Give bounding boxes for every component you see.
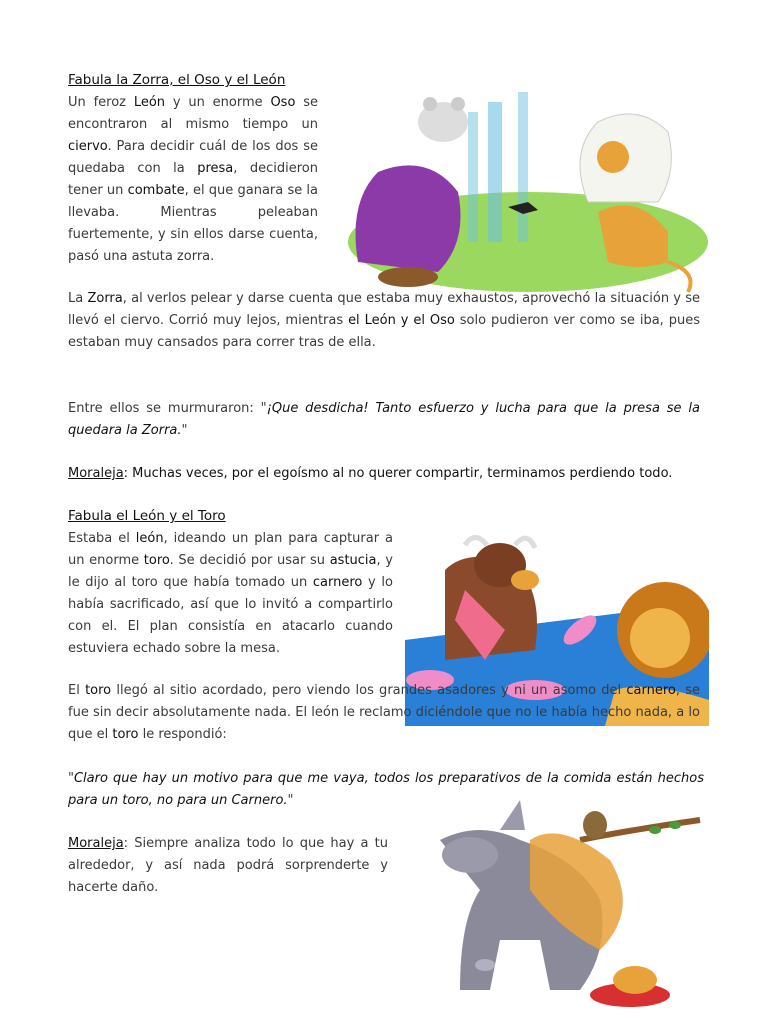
keyword: el León y el Oso: [348, 313, 455, 328]
text: , ideando un plan para capturar a un enorme: [68, 531, 393, 568]
text: ": [181, 423, 188, 438]
keyword: toro: [112, 727, 139, 742]
fable2-moral: [68, 833, 388, 899]
keyword: Zorra: [87, 291, 123, 306]
fable1-paragraph-3: [68, 398, 700, 442]
keyword: león: [135, 531, 164, 546]
text: , y le dijo al toro que había tomado un: [68, 553, 394, 590]
moral-text: : Siempre analiza todo lo que hay a tu alrededor, y así nada podrá sorprenderte y hacerte daño.: [68, 836, 388, 895]
bear-lion-svg: [338, 92, 710, 300]
text: y lo había sacrificado, así que lo invitó a compartirlo con el. El plan consistía en atacarlo cuando estuviera echado sobre la mesa.: [68, 575, 393, 656]
donkey-lion-illustration: [400, 800, 705, 1018]
keyword: toro: [85, 683, 112, 698]
fable2-paragraph-2: [68, 680, 700, 746]
text: Entre ellos se murmuraron: ": [68, 401, 267, 416]
fable2-title: Fabula el León y el Toro: [68, 508, 226, 524]
quote: ¡Que desdicha! Tanto esfuerzo y lucha para que la presa se la quedara la Zorra.: [68, 401, 701, 438]
text: se encontraron al mismo tiempo un: [68, 95, 319, 132]
fable1-paragraph-2: [68, 288, 700, 354]
moral-label: Moraleja: [68, 836, 124, 851]
text: le respondió:: [138, 727, 227, 742]
keyword: carnero: [312, 575, 363, 590]
text: , al verlos pelear y darse cuenta que estaba muy exhaustos, aprovechó la situación y se llevó el ciervo. Corrió muy lejos, mientras: [68, 291, 700, 328]
keyword: Oso: [270, 95, 296, 110]
moral-label: Moraleja: [68, 466, 124, 481]
text: y un enorme: [165, 95, 271, 110]
quote: Claro que hay un motivo para que me vaya, todos los preparativos de la comida están hechos para un toro, no para un Carnero.: [68, 771, 704, 808]
keyword: carnero: [626, 683, 676, 698]
text: , se fue sin decir absolutamente nada. El león le reclamo diciéndole que no le había hecho nada, a lo que el: [68, 683, 701, 742]
text: , el que ganara se la llevaba. Mientras peleaban fuertemente, y sin ellos darse cuenta, pasó una astuta zorra.: [68, 183, 319, 264]
keyword: toro: [143, 553, 170, 568]
bear-lion-illustration: [338, 92, 710, 300]
keyword: astucia: [329, 553, 377, 568]
text: llegó al sitio acordado, pero viendo los grandes asadores y ni un asomo del: [111, 683, 627, 698]
fable1-title: Fabula la Zorra, el Oso y el León: [68, 72, 286, 88]
text: . Para decidir cuál de los dos se quedaba con la: [68, 139, 318, 176]
moral-text: : Muchas veces, por el egoísmo al no querer compartir, terminamos perdiendo todo.: [123, 466, 673, 481]
fable1-moral: [68, 463, 708, 485]
donkey-lion-svg: [400, 800, 705, 1018]
keyword: ciervo: [68, 139, 108, 154]
keyword: combate: [127, 183, 185, 198]
text: ": [287, 793, 294, 808]
text: Estaba el: [68, 531, 136, 546]
text: La: [68, 291, 88, 306]
text: ": [68, 771, 74, 786]
keyword: León: [133, 95, 166, 110]
text: El: [68, 683, 86, 698]
fable2-paragraph-1: [68, 528, 393, 660]
text: , decidieron tener un: [68, 161, 318, 198]
keyword: presa: [197, 161, 234, 176]
text: solo pudieron ver como se iba, pues estaban muy cansados para correr tras de ella.: [68, 313, 700, 350]
text: . Se decidió por usar su: [169, 553, 330, 568]
text: Un feroz: [68, 95, 134, 110]
fable1-paragraph-1: [68, 92, 318, 268]
